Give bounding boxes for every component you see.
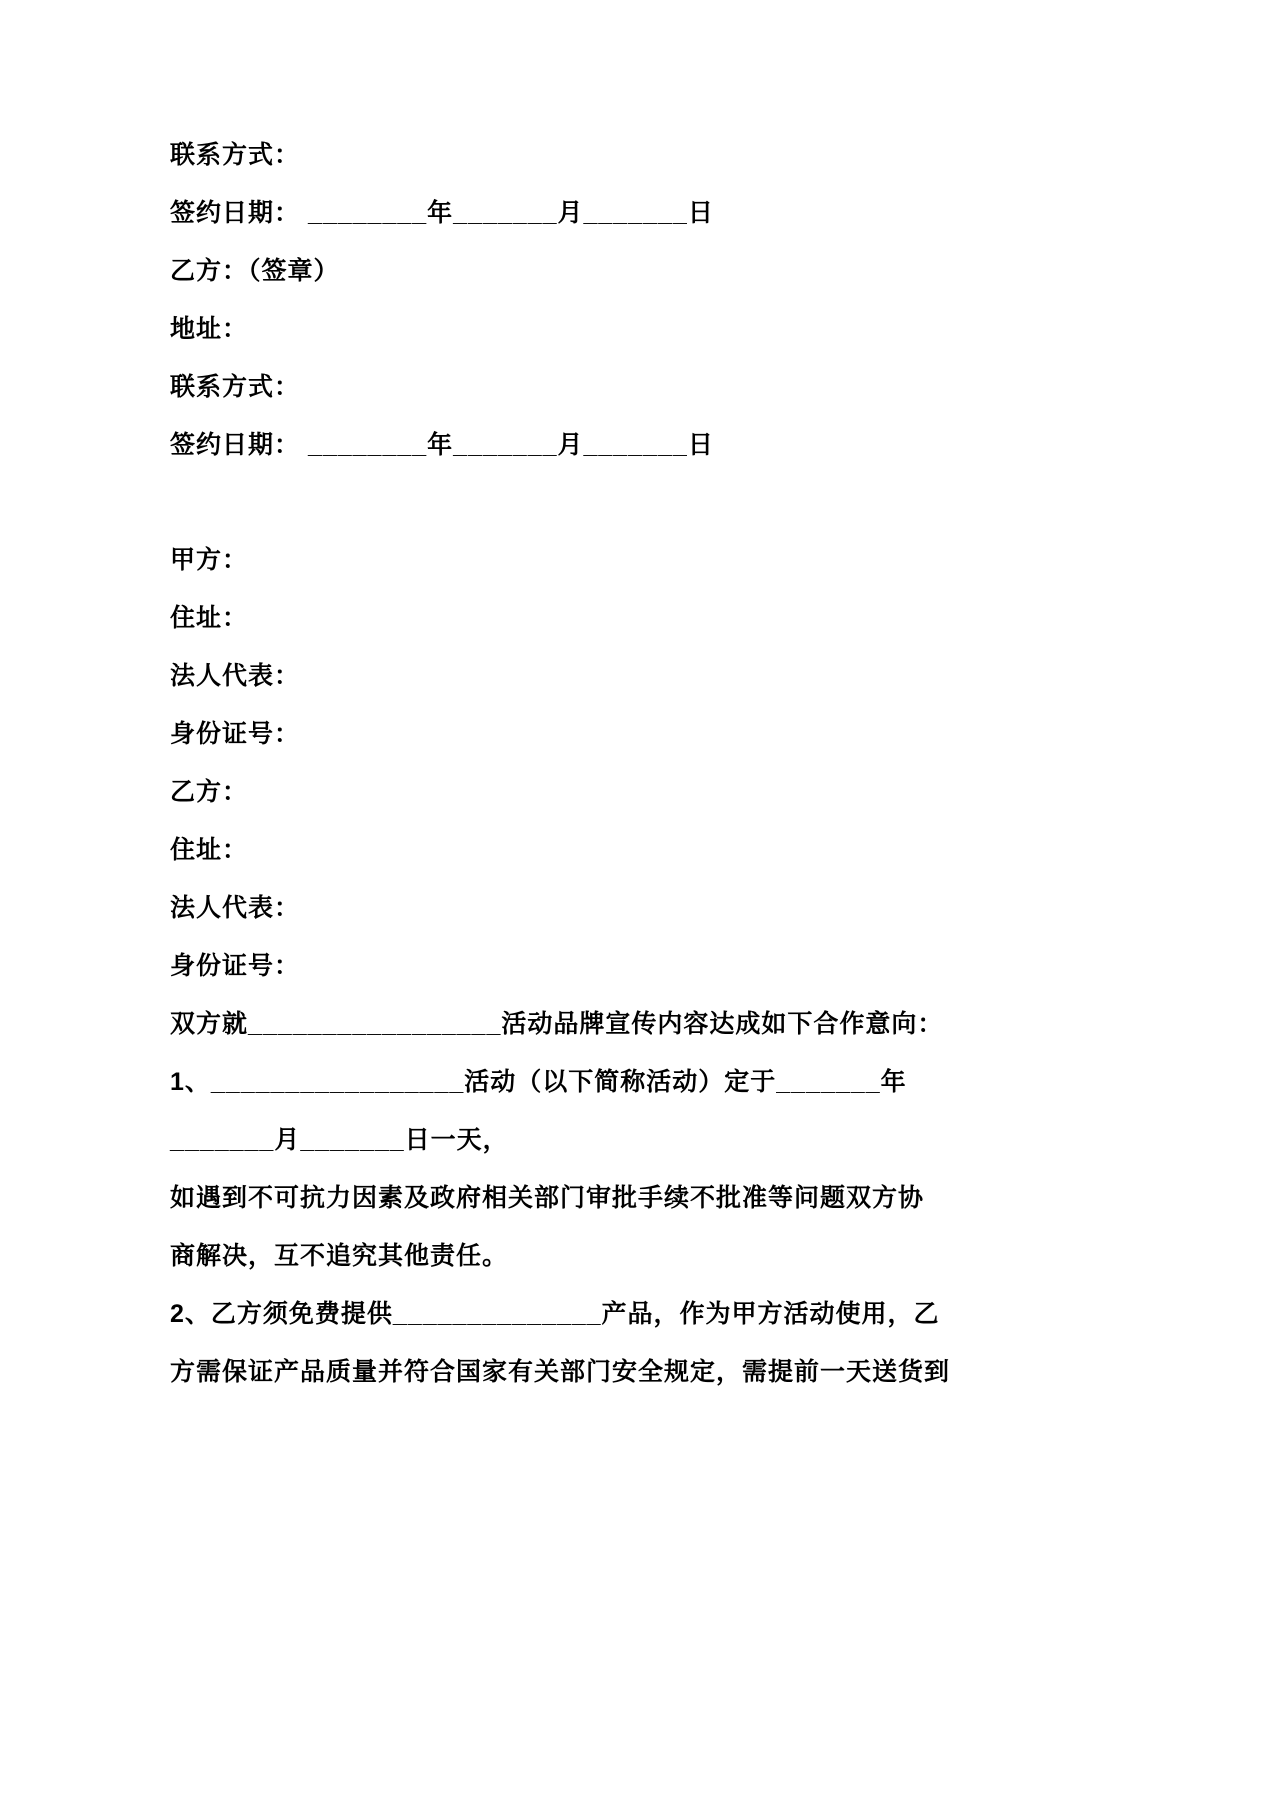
text-line: 身份证号：	[170, 952, 301, 980]
text-line: 双方就_________________活动品牌宣传内容达成如下合作意向：	[170, 1010, 944, 1038]
text-line: 甲方：	[170, 546, 249, 574]
text-line: 住址：	[170, 836, 249, 864]
text-line: 住址：	[170, 604, 249, 632]
text-line: 签约日期： ________年_______月_______日	[170, 199, 714, 227]
text-line: 1、_________________活动（以下简称活动）定于_______年	[170, 1068, 907, 1096]
text-line: 法人代表：	[170, 662, 301, 690]
text-line: 2、乙方须免费提供______________产品，作为甲方活动使用，乙	[170, 1300, 940, 1328]
text-line: 乙方：	[170, 778, 249, 806]
text-line: 乙方：（签章）	[170, 257, 340, 285]
text-line: 如遇到不可抗力因素及政府相关部门审批手续不批准等问题双方协	[170, 1184, 925, 1212]
text-line: 联系方式：	[170, 141, 301, 169]
text-line: 法人代表：	[170, 894, 301, 922]
text-line: 签约日期： ________年_______月_______日	[170, 431, 714, 459]
text-line: 商解决，互不追究其他责任。	[170, 1242, 509, 1270]
text-line: 联系方式：	[170, 373, 301, 401]
text-line: _______月_______日一天，	[170, 1126, 509, 1154]
text-line: 身份证号：	[170, 720, 301, 748]
text-line: 方需保证产品质量并符合国家有关部门安全规定，需提前一天送货到	[170, 1358, 951, 1386]
text-line: 地址：	[170, 315, 249, 343]
blank-line	[170, 491, 1130, 548]
